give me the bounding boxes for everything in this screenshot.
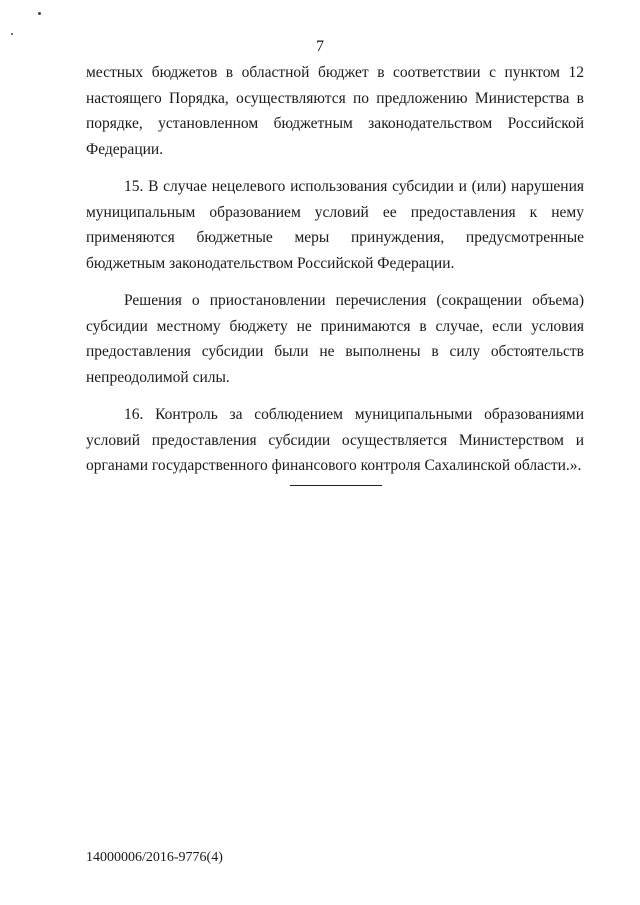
paragraph-suspension-decision: Решения о приостановлении перечисления (сокращении объема) субсидии местному бюджету не принимаются в случае, если условия предоставления субсидии были не выполнены в силу обстоятельств непреодолимой силы.	[86, 292, 584, 386]
paragraph-continuation: местных бюджетов в областной бюджет в соответствии с пунктом 12 настоящего Порядка, осуществляются по предложению Министерства в порядке, установленном бюджетным законодательством Российской Федерации.	[86, 64, 584, 158]
scan-speck	[11, 33, 13, 35]
end-of-text-rule	[290, 485, 382, 486]
scan-speck	[38, 12, 41, 15]
document-code: 14000006/2016-9776(4)	[86, 850, 223, 865]
paragraph-item-15: 15. В случае нецелевого использования субсидии и (или) нарушения муниципальным образованием условий ее предоставления к нему применяются бюджетные меры принуждения, предусмотренные бюджетным законодательством Российской Федерации.	[86, 178, 584, 272]
document-body	[86, 60, 584, 491]
page-number: 7	[316, 38, 324, 55]
paragraph-item-16: 16. Контроль за соблюдением муниципальными образованиями условий предоставления субсидии осуществляется Министерством и органами государственного финансового контроля Сахалинской области.».	[86, 406, 584, 474]
